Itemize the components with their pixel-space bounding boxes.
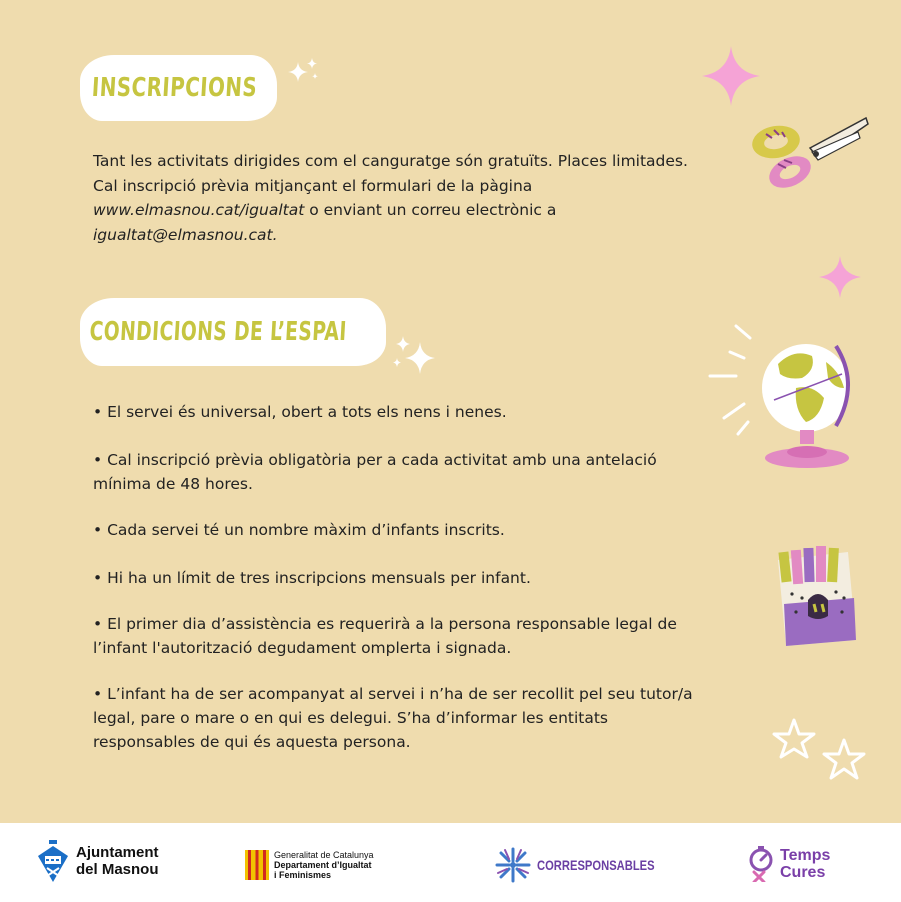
corresponsables-text: CORRESPONSABLES [537,857,655,873]
temps-text: Temps [780,847,831,864]
cures-text: Cures [780,864,826,881]
inscriptions-paragraph [93,149,693,247]
generalitat-logo [245,850,374,880]
generalitat-line2: Departament d’Igualtat [274,860,372,870]
condition-item: • Cal inscripció prèvia obligatòria per a cada activitat amb una antelació mínima de 48 hores. [93,451,657,493]
corresponsables-logo [495,847,684,883]
ajuntament-line1: Ajuntament [76,844,159,861]
sparkle-icon [284,56,322,86]
condition-item: • L’infant ha de ser acompanyat al servei i n’ha de ser recollit pel seu tutor/a legal, pare o mare o en qui es delegui. S’ha d’informar les entitats responsables de qui és aquesta persona. [93,685,693,751]
section-title-blob [80,298,386,366]
section-title-blob [80,55,277,121]
intro-text-2: o enviant un correu electrònic a [304,201,557,219]
ajuntament-logo [36,838,159,884]
temps-cures-logo [748,846,830,882]
sparkle-icon [388,334,444,378]
footer-logos [0,823,901,902]
intro-text: Tant les activitats dirigides com el canguratge són gratuïts. Places limitades. Cal inscripció prèvia mitjançant el formulari de la pàgina [93,152,688,195]
condition-item: • Cada servei té un nombre màxim d’infants inscrits. [93,521,505,539]
condition-item: • El primer dia d’assistència es requerirà a la persona responsable legal de l’infant l'autorització degudament omplerta i signada. [93,615,677,657]
condition-item: • Hi ha un límit de tres inscripcions mensuals per infant. [93,569,531,587]
sparkle-icon [817,254,863,300]
condition-item: • El servei és universal, obert a tots els nens i nenes. [93,403,507,421]
scissors-icon [748,112,870,194]
generalitat-line3: i Feminismes [274,870,332,880]
globe-icon [708,322,858,472]
temps-cures-icon [748,846,778,882]
website-link[interactable]: www.elmasnou.cat/igualtat [93,201,305,219]
email-link[interactable]: igualtat@elmasnou.cat. [93,225,278,244]
ajuntament-line2: del Masnou [76,861,159,878]
sparkle-icon [700,44,762,108]
crayons-icon [772,542,858,648]
section-title-inscripcions: INSCRIPCIONS [91,73,258,103]
generalitat-flag-icon [245,850,269,880]
corresponsables-star-icon [495,847,531,883]
generalitat-line1: Generalitat de Catalunya [274,850,374,860]
star-icon [770,716,870,786]
ajuntament-shield-icon [36,838,70,884]
section-title-condicions: CONDICIONS DE L’ESPAI [88,317,348,347]
